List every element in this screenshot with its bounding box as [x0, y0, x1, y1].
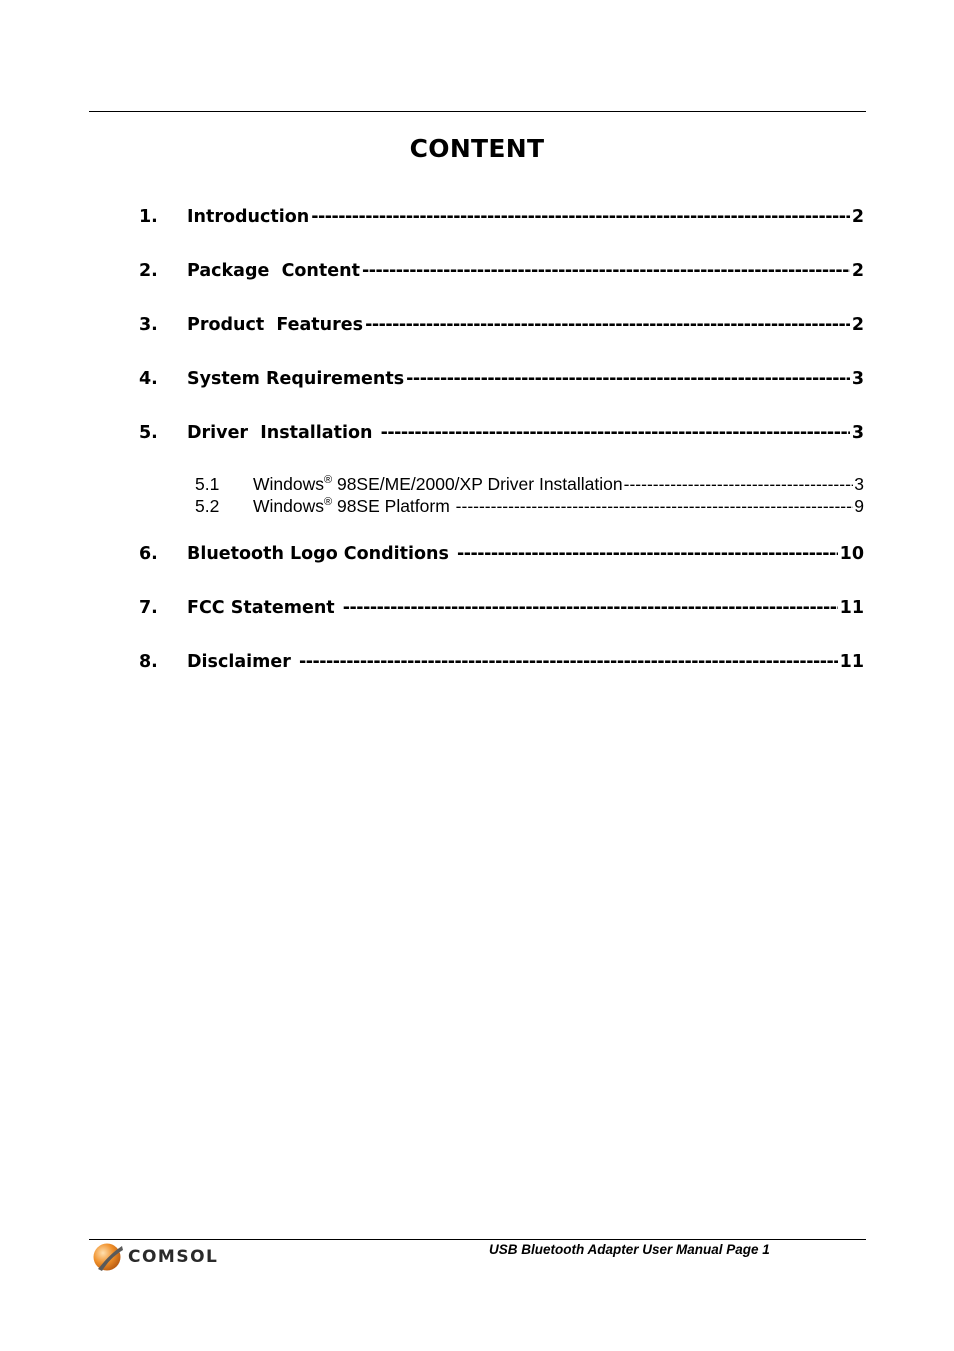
toc-sub-number: 5.1	[195, 474, 220, 494]
toc-entry-fcc-statement[interactable]	[139, 598, 864, 622]
page-title: CONTENT	[409, 134, 545, 163]
toc-label: Introduction	[187, 207, 310, 227]
toc-leader	[362, 261, 850, 281]
toc-sub-label	[253, 496, 455, 517]
toc-label: Disclaimer	[187, 652, 297, 672]
toc-subentry-5-1[interactable]	[195, 474, 864, 496]
toc-sub-label-post: 98SE Platform	[332, 496, 455, 516]
toc-page-number: 3	[854, 474, 864, 494]
toc-number: 7.	[139, 598, 158, 618]
toc-label: Product Features	[187, 315, 364, 335]
toc-page-number: 3	[851, 369, 864, 389]
comsol-logo	[92, 1241, 232, 1273]
toc-entry-disclaimer[interactable]	[139, 652, 864, 676]
toc-number: 3.	[139, 315, 158, 335]
toc-page-number: 3	[851, 423, 864, 443]
toc-label: FCC Statement	[187, 598, 341, 618]
toc-number: 6.	[139, 544, 158, 564]
top-divider	[89, 111, 866, 112]
footer-divider	[89, 1239, 866, 1240]
toc-subentry-5-2[interactable]	[195, 496, 864, 518]
toc-label: Package Content	[187, 261, 360, 281]
toc-leader	[456, 496, 854, 517]
toc-entry-introduction[interactable]	[139, 207, 864, 231]
toc-page-number: 9	[854, 496, 864, 516]
comsol-logo-icon	[92, 1242, 124, 1272]
toc-page-number: 2	[851, 261, 864, 281]
toc-leader	[457, 544, 838, 564]
toc-label: Driver Installation	[187, 423, 379, 443]
toc-page-number: 2	[851, 207, 864, 227]
toc-sub-label-pre: Windows	[253, 496, 324, 516]
toc-page-number: 11	[839, 652, 864, 672]
registered-mark: ®	[324, 496, 333, 509]
toc-sub-label-post: 98SE/ME/2000/XP Driver Installation	[332, 474, 623, 494]
toc-number: 1.	[139, 207, 158, 227]
toc-page-number: 11	[839, 598, 864, 618]
toc-leader	[381, 423, 850, 443]
toc-leader	[365, 315, 850, 335]
toc-leader	[299, 652, 838, 672]
toc-sub-label	[253, 474, 623, 495]
toc-entry-bluetooth-logo-conditions[interactable]	[139, 544, 864, 568]
toc-number: 5.	[139, 423, 158, 443]
toc-entry-system-requirements[interactable]	[139, 369, 864, 393]
toc-page-number: 2	[851, 315, 864, 335]
toc-number: 2.	[139, 261, 158, 281]
toc-sub-number: 5.2	[195, 496, 220, 516]
toc-leader	[406, 369, 850, 389]
toc-leader	[311, 207, 850, 227]
toc-label: System Requirements	[187, 369, 405, 389]
toc-entry-driver-installation[interactable]	[139, 423, 864, 447]
toc-leader	[343, 598, 838, 618]
toc-leader	[624, 474, 854, 495]
toc-page-number: 10	[839, 544, 864, 564]
toc-number: 4.	[139, 369, 158, 389]
toc-number: 8.	[139, 652, 158, 672]
toc-label: Bluetooth Logo Conditions	[187, 544, 456, 564]
toc-sub-label-pre: Windows	[253, 474, 324, 494]
toc-entry-product-features[interactable]	[139, 315, 864, 339]
logo-text: COMSOL	[128, 1247, 219, 1267]
toc-entry-package-content[interactable]	[139, 261, 864, 285]
registered-mark: ®	[324, 474, 333, 487]
footer-page-caption: USB Bluetooth Adapter User Manual Page 1	[489, 1242, 770, 1257]
